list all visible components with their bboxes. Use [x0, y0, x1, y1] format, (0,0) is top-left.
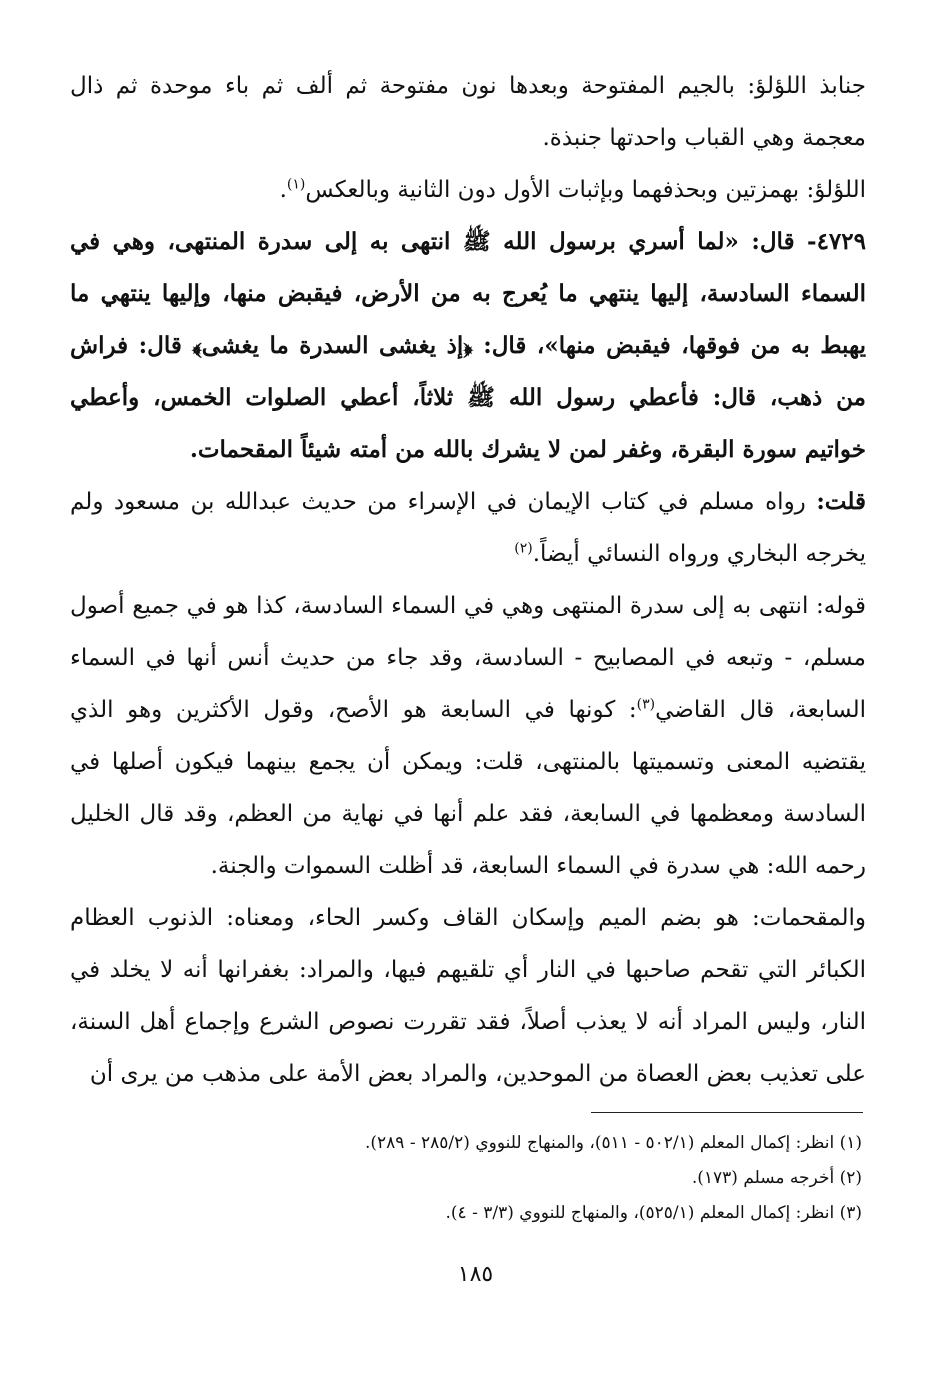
page-number: ١٨٥ — [457, 1262, 494, 1287]
sidrat-text-b: : كونها في السابعة هو الأصح، وقول الأكثرين وهو الذي يقتضيه المعنى وتسميتها بالمنتهى، قلت: ويمكن أن يجمع بينهما فيكون أصلها في السادسة ومعظمها في السابعة، فقد علم أنها في نهاية من العظم، وقد قال الخليل رحمه الله: هي سدرة في السماء السابعة، قد أظلت السموات والجنة. — [70, 697, 866, 879]
footnote-2: (٢) أخرجه مسلم (١٧٣). — [691, 1168, 862, 1188]
hadith-4729: ٤٧٢٩- قال: «لما أسري برسول الله ﷺ انتهى به إلى سدرة المنتهى، وهي في السماء السادسة، إليها ينتهي ما يُعرج به من الأرض، فيقبض منها، وإليها ينتهي ما يهبط به من فوقها، فيقبض منها»، قال: ﴿إذ يغشى السدرة ما يغشى﴾ قال: فراش من ذهب، قال: فأعطي رسول الله ﷺ ثلاثاً، أعطي الصلوات الخمس، وأعطي خواتيم سورة البقرة، وغفر لمن لا يشرك بالله من أمته شيئاً المقحمات. — [70, 228, 866, 463]
footnotes — [90, 1112, 862, 1231]
paragraph-takhrij — [70, 476, 866, 580]
sidrat-text-a: قوله: انتهى به إلى سدرة المنتهى وهي في السماء السادسة، كذا هو في جميع أصول مسلم، - وتبعه في المصابيح - السادسة، وقد جاء من حديث أنس أنها في السماء السابعة، قال القاضي — [70, 593, 866, 723]
paragraph-definition-janabidh: جنابذ اللؤلؤ: بالجيم المفتوحة وبعدها نون مفتوحة ثم ألف ثم باء موحدة ثم ذال معجمة وهي القباب واحدتها جنبذة. — [70, 73, 866, 151]
main-text — [70, 60, 866, 1100]
qultu-label: قلت: — [816, 488, 866, 515]
footnote-ref-2[interactable]: (٢) — [514, 540, 533, 557]
takhrij-text: رواه مسلم في كتاب الإيمان في الإسراء من حديث عبدالله بن مسعود ولم يخرجه البخاري ورواه النسائي أيضاً. — [70, 489, 866, 567]
footnote-1: (١) انظر: إكمال المعلم (٥٠٢/١ - ٥١١)، والمنهاج للنووي (٢٨٥/٢ - ٢٨٩). — [365, 1133, 862, 1153]
paragraph-muqhimat: والمقحمات: هو بضم الميم وإسكان القاف وكسر الحاء، ومعناه: الذنوب العظام الكبائر التي تقحم صاحبها في النار أي تلقيهم فيها، والمراد: بغفرانها أنه لا يخلد في النار، وليس المراد أنه لا يعذب أصلاً، فقد تقررت نصوص الشرع وإجماع أهل السنة، على تعذيب بعض العصاة من الموحدين، والمراد بعض الأمة على مذهب من يرى أن — [70, 905, 866, 1087]
footnote-3: (٣) انظر: إكمال المعلم (٥٢٥/١)، والمنهاج للنووي (٣/٣ - ٤). — [445, 1203, 862, 1223]
lulu-text: اللؤلؤ: بهمزتين وبحذفهما وبإثبات الأول دون الثانية وبالعكس — [305, 177, 866, 203]
footnote-ref-1[interactable]: (١) — [286, 176, 306, 193]
paragraph-definition-lulu — [70, 164, 866, 216]
lulu-end: . — [279, 177, 287, 203]
footnote-ref-3[interactable]: (٣) — [636, 696, 656, 713]
paragraph-sidrat-commentary — [70, 580, 866, 892]
